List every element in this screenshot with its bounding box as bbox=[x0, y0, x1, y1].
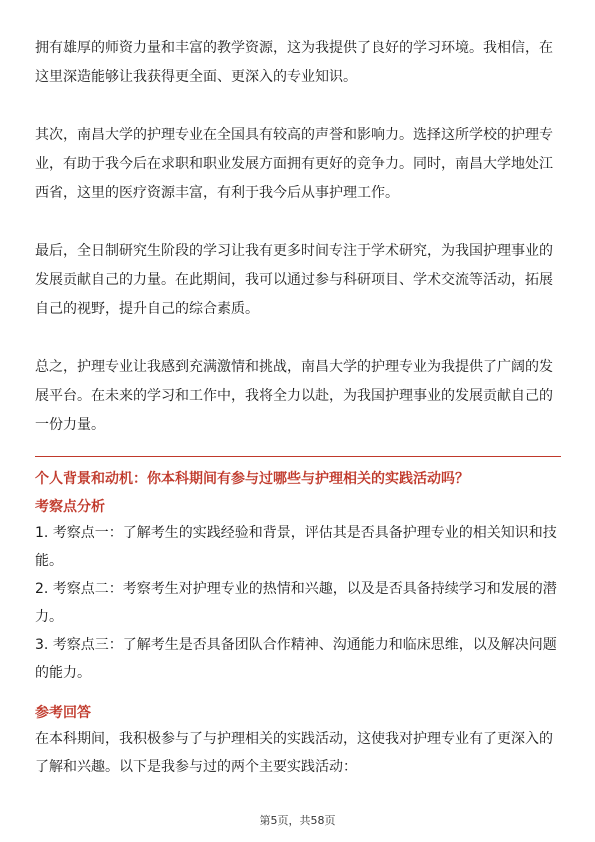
interview-question: 个人背景和动机：你本科期间有参与过哪些与护理相关的实践活动吗？ bbox=[35, 456, 561, 491]
analysis-list bbox=[35, 519, 561, 687]
answer-heading: 参考回答 bbox=[35, 705, 91, 721]
body-paragraph: 拥有雄厚的师资力量和丰富的教学资源，这为我提供了良好的学习环境。我相信，在这里深造能够让我获得更全面、更深入的专业知识。 bbox=[35, 40, 553, 85]
page-number: 第5页，共58页 bbox=[259, 814, 336, 827]
body-paragraph: 总之，护理专业让我感到充满激情和挑战，南昌大学的护理专业为我提供了广阔的发展平台。在未来的学习和工作中，我将全力以赴，为我国护理事业的发展贡献自己的一份力量。 bbox=[35, 359, 553, 433]
body-paragraph: 最后，全日制研究生阶段的学习让我有更多时间专注于学术研究，为我国护理事业的发展贡献自己的力量。在此期间，我可以通过参与科研项目、学术交流等活动，拓展自己的视野，提升自己的综合素质。 bbox=[35, 243, 553, 317]
analysis-heading: 考察点分析 bbox=[35, 499, 105, 515]
answer-paragraph: 在本科期间，我积极参与了与护理相关的实践活动，这使我对护理专业有了更深入的了解和兴趣。以下是我参与过的两个主要实践活动： bbox=[35, 731, 553, 775]
analysis-item: 3. 考察点三：了解考生是否具备团队合作精神、沟通能力和临床思维，以及解决问题的能力。 bbox=[35, 637, 557, 681]
analysis-item: 1. 考察点一：了解考生的实践经验和背景，评估其是否具备护理专业的相关知识和技能。 bbox=[35, 525, 557, 569]
document-page bbox=[35, 34, 561, 781]
analysis-item: 2. 考察点二：考察考生对护理专业的热情和兴趣，以及是否具备持续学习和发展的潜力。 bbox=[35, 581, 557, 625]
body-paragraph: 其次，南昌大学的护理专业在全国具有较高的声誉和影响力。选择这所学校的护理专业，有助于我今后在求职和职业发展方面拥有更好的竞争力。同时，南昌大学地处江西省，这里的医疗资源丰富，有利于我今后从事护理工作。 bbox=[35, 127, 553, 201]
